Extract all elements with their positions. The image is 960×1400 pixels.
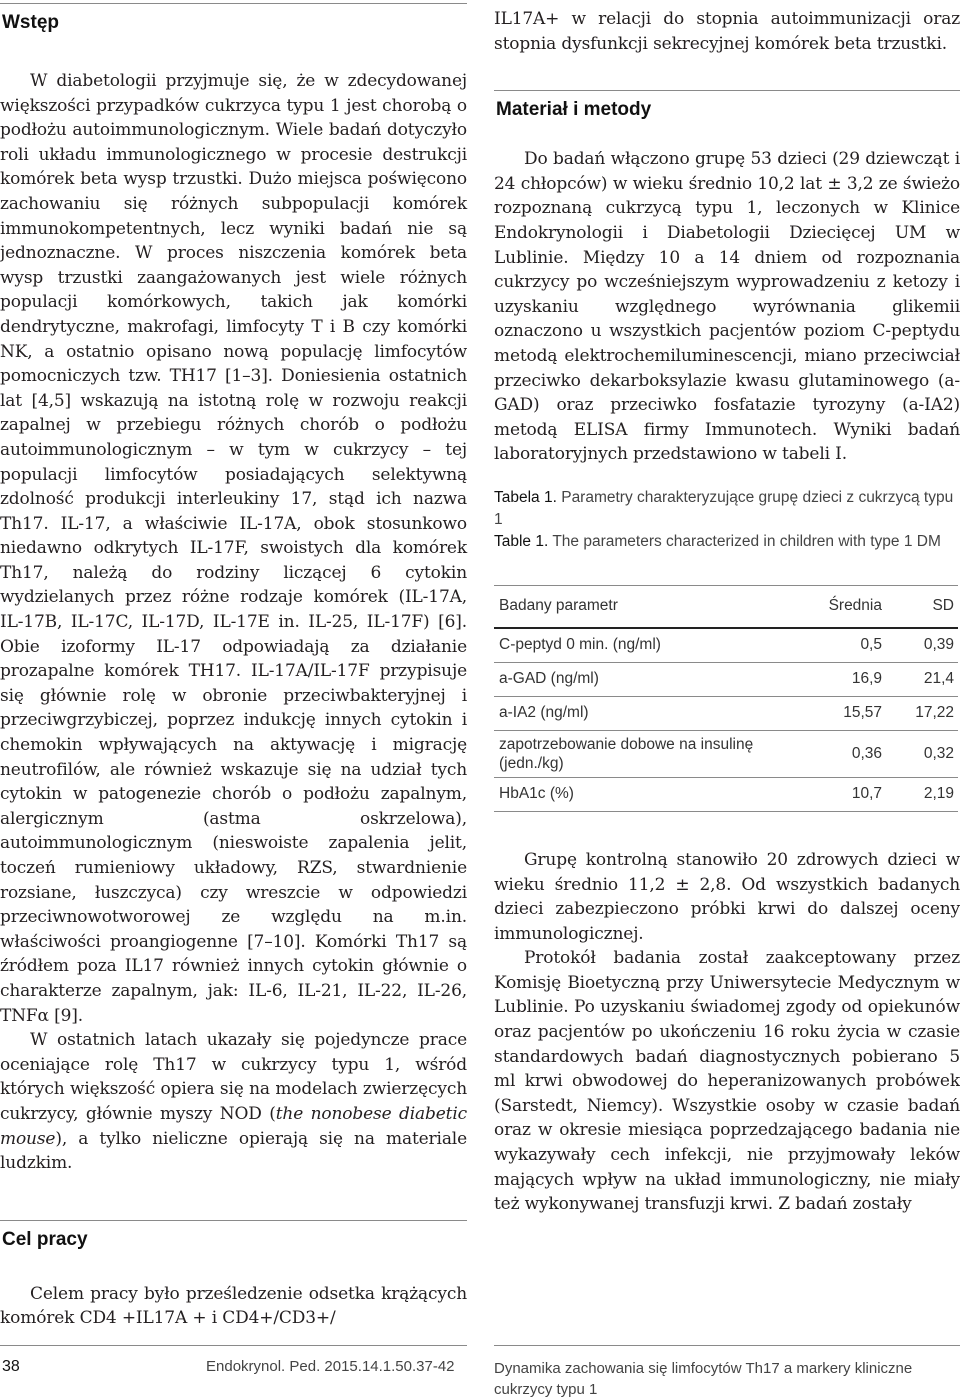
table-cell: 17,22 bbox=[886, 696, 958, 730]
table-cell: 0,5 bbox=[798, 628, 886, 663]
table-row bbox=[494, 628, 958, 663]
aim-paragraph-continued: IL17A+ w relacji do stopnia autoimmunizacji oraz stopnia dysfunkcji sekrecyjnej komórek beta trzustki. bbox=[494, 9, 960, 54]
table-cell: 10,7 bbox=[798, 777, 886, 811]
right-column bbox=[494, 0, 960, 1217]
footer-rule bbox=[0, 1345, 467, 1346]
table-header-cell: SD bbox=[886, 585, 958, 628]
table-row bbox=[494, 730, 958, 777]
page-number: 38 bbox=[2, 1358, 20, 1375]
table-header-cell: Badany parametr bbox=[494, 585, 798, 628]
heading-aim: Cel pracy bbox=[2, 1228, 88, 1250]
intro-p2-text-a: W ostatnich latach ukazały się pojedyncze prace oceniające rolę Th17 w cukrzycy typu 1, wśród których większość opiera się na modelach zwierzęcych cukrzycy, głównie myszy NOD ( bbox=[0, 1030, 467, 1124]
table-caption-en bbox=[494, 531, 960, 553]
aim-paragraph: Celem pracy było prześledzenie odsetka krążących komórek CD4 +IL17A + i CD4+/CD3+/ bbox=[0, 1283, 467, 1329]
table-caption-en-text: The parameters characterized in children with type 1 DM bbox=[548, 532, 941, 550]
table-cell: 2,19 bbox=[886, 777, 958, 811]
methods-paragraph: Do badań włączono grupę 53 dzieci (29 dziewcząt i 24 chłopców) w wieku średnio 10,2 lat ± 3,2 ze świeżo rozpoznaną cukrzycą typu 1, leczonych w Klinice Endokrynologii i Diabetologii Dziecięcej UM w Lublinie. Między 10 a 14 dniem od rozpoznania cukrzycy po wcześniejszym wyprowadzeniu z ketozy i uzyskaniu względnego wyrównania glikemii oznaczono u wszystkich pacjentów poziom C-peptydu metodą elektrochemiluminescencji, miano przeciwciał przeciwko dekarboksylazie kwasu glutaminowego (a-GAD) oraz przeciwko fosfatazie tyrozyny (a-IA2) metodą ELISA firmy Immunotech. Wyniki badań laboratoryjnych przedstawiono w tabeli I. bbox=[494, 149, 960, 465]
table-cell: zapotrzebowanie dobowe na insulinę (jedn./kg) bbox=[494, 730, 798, 777]
table-row bbox=[494, 777, 958, 811]
left-column bbox=[0, 0, 467, 1331]
table-cell: 0,39 bbox=[886, 628, 958, 663]
heading-methods: Materiał i metody bbox=[496, 99, 652, 121]
table-header-cell: Średnia bbox=[798, 585, 886, 628]
intro-p2-text-b: ), a tylko nieliczne opierają się na materiale ludzkim. bbox=[0, 1128, 467, 1174]
table-header-row bbox=[494, 585, 958, 628]
table-caption-en-label: Table 1. bbox=[494, 532, 549, 550]
journal-citation: Endokrynol. Ped. 2015.14.1.50.37-42 bbox=[206, 1358, 455, 1375]
protocol-paragraph: Protokół badania został zaakceptowany przez Komisję Bioetyczną przy Uniwersytecie Medycznym w Lublinie. Po uzyskaniu świadomej zgody od opiekunów oraz pacjentów po ukończeniu 16 roku życia w czasie standardowych badań diagnostycznych pobierano 5 ml krwi obwodowej do heperanizowanych probówek (Sarstedt, Niemcy). Wszystkie osoby w czasie badań oraz w okresie miesiąca poprzedzającego badania nie wykazywały cech infekcji, nie przyjmowały leków mających wpływ na układ immunologiczny, nie miały też wykonywanej transfuzji krwi. Z badań zostały bbox=[494, 948, 960, 1215]
table-row bbox=[494, 696, 958, 730]
table-cell: 0,36 bbox=[798, 730, 886, 777]
control-group-paragraph: Grupę kontrolną stanowiło 20 zdrowych dzieci w wieku średnio 11,2 ± 2,8. Od wszystkich badanych dzieci zabezpieczono próbki krwi do dalszej oceny immunologicznej. bbox=[494, 849, 960, 944]
intro-paragraph-1: W diabetologii przyjmuje się, że w zdecydowanej większości przypadków cukrzyca typu 1 jest chorobą o podłożu autoimmunologicznym. Wiele badań dotyczyło roli układu immunologicznego w procesie destrukcji komórek beta wysp trzustki. Dużo miejsca poświęcono zachowaniu się różnych subpopulacji komórek immunokompetentnych, lecz wyniki badań nie są jednoznaczne. W proces niszczenia komórek beta wysp trzustki zaangażowanych jest wiele różnych populacji komórkowych, takich jak komórki dendrytyczne, makrofagi, limfocyty T i B czy komórki NK, a ostatnio opisano nową populację limfocytów pomocniczych tzw. TH17 [1–3]. Doniesienia ostatnich lat [4,5] wskazują na istotną rolę w rozwoju reakcji zapalnej w przebiegu różnych chorób o podłożu autoimmunologicznym – w tym w cukrzycy – tej populacji limfocytów posiadających selektywną zdolność produkcji interleukiny 17, stąd ich nazwa Th17. IL-17, a właściwie IL-17A, obok stosunkowo niedawno odkrytych IL-17F, swoistych dla komórek Th17, należą do rodziny liczącej 6 cytokin wydzielanych przez różne rodzaje komórek (IL-17A, IL-17B, IL-17C, IL-17D, IL-17E in. IL-25, IL-17F) [6]. Obie izoformy IL-17 odpowiadają za działanie prozapalne komórek TH17. IL-17A/IL-17F przypisuje się głównie rolę w obronie przeciwbakteryjnej i przeciwgrzybiczej, poprzez indukcję innych cytokin i chemokin wpływających na aktywację i migrację neutrofilów, ale również wskazuje się na udział tych cytokin w patogenezie chorób o podłożu zapalnym, alergicznym (astma oskrzelowa), autoimmunologicznym (nieswoiste zapalenia jelit, toczeń rumieniowy układowy, RZS, stwardnienie rozsiane, łuszczyca) czy wreszcie w odpowiedzi przeciwnowotworowej ze względu na m.in. właściwości proangiogenne [7–10]. Komórki Th17 są źródłem poza IL17 również innych cytokin głównie o charakterze zapalnym, jak: IL-6, IL-21, IL-22, IL-26, TNFα [9]. bbox=[0, 71, 467, 1026]
table-cell: a-GAD (ng/ml) bbox=[494, 662, 798, 696]
table-cell: 15,57 bbox=[798, 696, 886, 730]
heading-intro: Wstęp bbox=[2, 12, 59, 33]
intro-paragraph-2 bbox=[0, 1028, 467, 1176]
table-cell: C-peptyd 0 min. (ng/ml) bbox=[494, 628, 798, 663]
intro-p2-italic: the nonobese diabetic mouse bbox=[0, 1103, 467, 1149]
table-caption-pl-label: Tabela 1. bbox=[494, 488, 557, 506]
table-cell: 21,4 bbox=[886, 662, 958, 696]
table-caption-pl-text: Parametry charakteryzujące grupę dzieci z cukrzycą typu 1 bbox=[494, 488, 954, 528]
table-cell: 16,9 bbox=[798, 662, 886, 696]
parameters-table bbox=[494, 585, 958, 812]
footer-rule bbox=[494, 1345, 960, 1346]
table-row bbox=[494, 662, 958, 696]
table-cell: a-IA2 (ng/ml) bbox=[494, 696, 798, 730]
table-caption-pl bbox=[494, 487, 960, 531]
running-title: Dynamika zachowania się limfocytów Th17 a markery kliniczne cukrzycy typu 1 bbox=[494, 1360, 913, 1398]
table-cell: 0,32 bbox=[886, 730, 958, 777]
table-cell: HbA1c (%) bbox=[494, 777, 798, 811]
